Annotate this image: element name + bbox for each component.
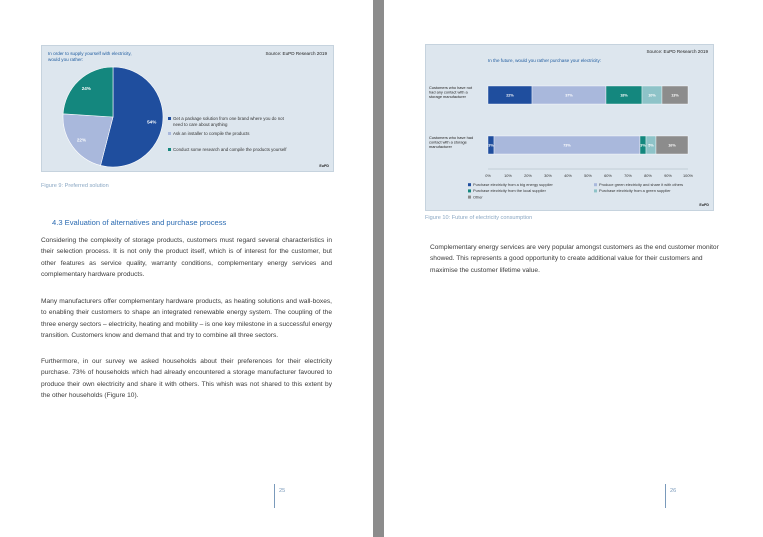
bar-segment-label: 22% — [506, 93, 514, 98]
x-tick-label: 80% — [644, 173, 652, 178]
page-number: 26 — [670, 488, 677, 494]
pie-title-line-2: would you rather: — [48, 57, 84, 62]
pie-chart-title — [48, 51, 132, 63]
eupd-logo: EuPD — [699, 203, 709, 207]
eupd-logo: EuPD — [319, 164, 329, 168]
pie-legend-item — [168, 131, 249, 137]
bar-segment-label: 73% — [563, 143, 571, 148]
figure-10-caption: Figure 10: Future of electricity consumption — [425, 215, 533, 221]
pie-chart-figure — [41, 45, 334, 172]
pie-chart-source: Source: EuPD Research 2019 — [265, 51, 327, 56]
x-tick-label: 90% — [664, 173, 672, 178]
bar-segment-label: 13% — [671, 93, 679, 98]
legend-swatch — [168, 148, 171, 151]
right-paragraph: Complementary energy services are very popular amongst customers as the end customer monitor showed. This represents a good opportunity to create additional value for their customers and maximise the customer lifetime value. — [430, 244, 719, 274]
page-number-rule — [665, 484, 666, 508]
x-tick-label: 10% — [504, 173, 512, 178]
legend-swatch — [468, 189, 471, 192]
paragraph-2: Many manufacturers offer complementary hardware products, as heating solutions and wall-boxes, to enabling their customers to shape an integrated renewable energy system. The coupling of the three energy sectors – electricity, heating and mobility – is one key milestone in a successful energy transition. Customers know and demand that and try to combine all three sectors. — [41, 298, 332, 339]
x-tick-label: 20% — [524, 173, 532, 178]
legend-swatch — [168, 117, 171, 120]
bar-category-label: Customers who have not had any contact with a storage manufacturer — [429, 85, 473, 100]
pie-title-line-1: In order to supply yourself with electricity, — [48, 51, 132, 56]
x-tick-label: 70% — [624, 173, 632, 178]
bar-segment-label: 37% — [565, 93, 573, 98]
pie-legend-label: need to care about anything — [173, 121, 228, 127]
pie-slice — [63, 67, 113, 117]
bar-chart — [426, 45, 715, 212]
x-tick-label: 50% — [584, 173, 592, 178]
page-gutter — [373, 0, 384, 537]
bar-segment-label: 18% — [620, 93, 628, 98]
pie-slice-label: 22% — [76, 137, 87, 143]
figure-9-caption: Figure 9: Preferred solution — [41, 183, 109, 189]
bar-legend-item: Purchase electricity from the local supplier — [473, 188, 546, 194]
bar-chart-figure — [425, 44, 714, 211]
pie-slice-label: 54% — [147, 119, 157, 125]
bar-legend-item: Produce green electricity and share it with others — [599, 182, 684, 187]
legend-swatch — [468, 196, 471, 199]
bar-legend-item: Purchase electricity from a green supplier — [599, 188, 671, 194]
x-tick-label: 40% — [564, 173, 572, 178]
x-tick-label: 0% — [485, 173, 491, 178]
page-number-rule — [274, 484, 275, 508]
bar-chart-title: In the future, would you rather purchase your electricity: — [488, 58, 602, 63]
pie-legend-label: Ask an installer to compile the products — [173, 131, 250, 136]
bar-segment-label: 16% — [668, 143, 676, 148]
pie-legend-item — [168, 147, 286, 153]
x-tick-label: 60% — [604, 173, 612, 178]
pie-chart — [61, 65, 165, 169]
pie-legend-label: Conduct some research and compile the products yourself — [173, 147, 287, 152]
pie-slice-label: 24% — [81, 86, 91, 92]
page-number: 25 — [279, 488, 286, 494]
pie-legend-label: Get a package solution from one brand where you do not — [173, 116, 284, 121]
bar-category-label: Customers who have had contact with a storage manufacturer — [429, 135, 474, 150]
legend-swatch — [168, 132, 171, 135]
x-tick-label: 100% — [683, 173, 693, 178]
paragraph-1: Considering the complexity of storage products, customers must regard several characteristics in their selection process. It is not only the product itself, which is of interest for the customer, but other features as service quality, warranty conditions, complementary energy services and complementary hardware products. — [41, 237, 332, 278]
page-25 — [0, 0, 373, 537]
pie-legend-item — [168, 116, 284, 127]
bar-segment-label: 10% — [648, 93, 656, 98]
bar-segment-label: 3% — [488, 143, 494, 148]
bar-legend-item: Other — [473, 194, 483, 200]
legend-swatch — [594, 189, 597, 192]
section-heading: 4.3 Evaluation of alternatives and purchase process — [52, 218, 227, 227]
bar-legend-item: Purchase electricity from a big energy supplier — [473, 182, 553, 187]
bar-segment-label: 3% — [640, 143, 646, 148]
bar-segment-label: 5% — [648, 143, 654, 148]
x-tick-label: 30% — [544, 173, 552, 178]
bar-chart-source: Source: EuPD Research 2019 — [646, 49, 708, 54]
legend-swatch — [594, 183, 597, 186]
paragraph-3: Furthermore, in our survey we asked households about their preferences for their electricity purchase. 73% of households which had already encountered a storage manufacturer favoured to produce their own electricity and share it with others. This whish was not shared to this extent by the other households (Figure 10). — [41, 358, 332, 399]
legend-swatch — [468, 183, 471, 186]
